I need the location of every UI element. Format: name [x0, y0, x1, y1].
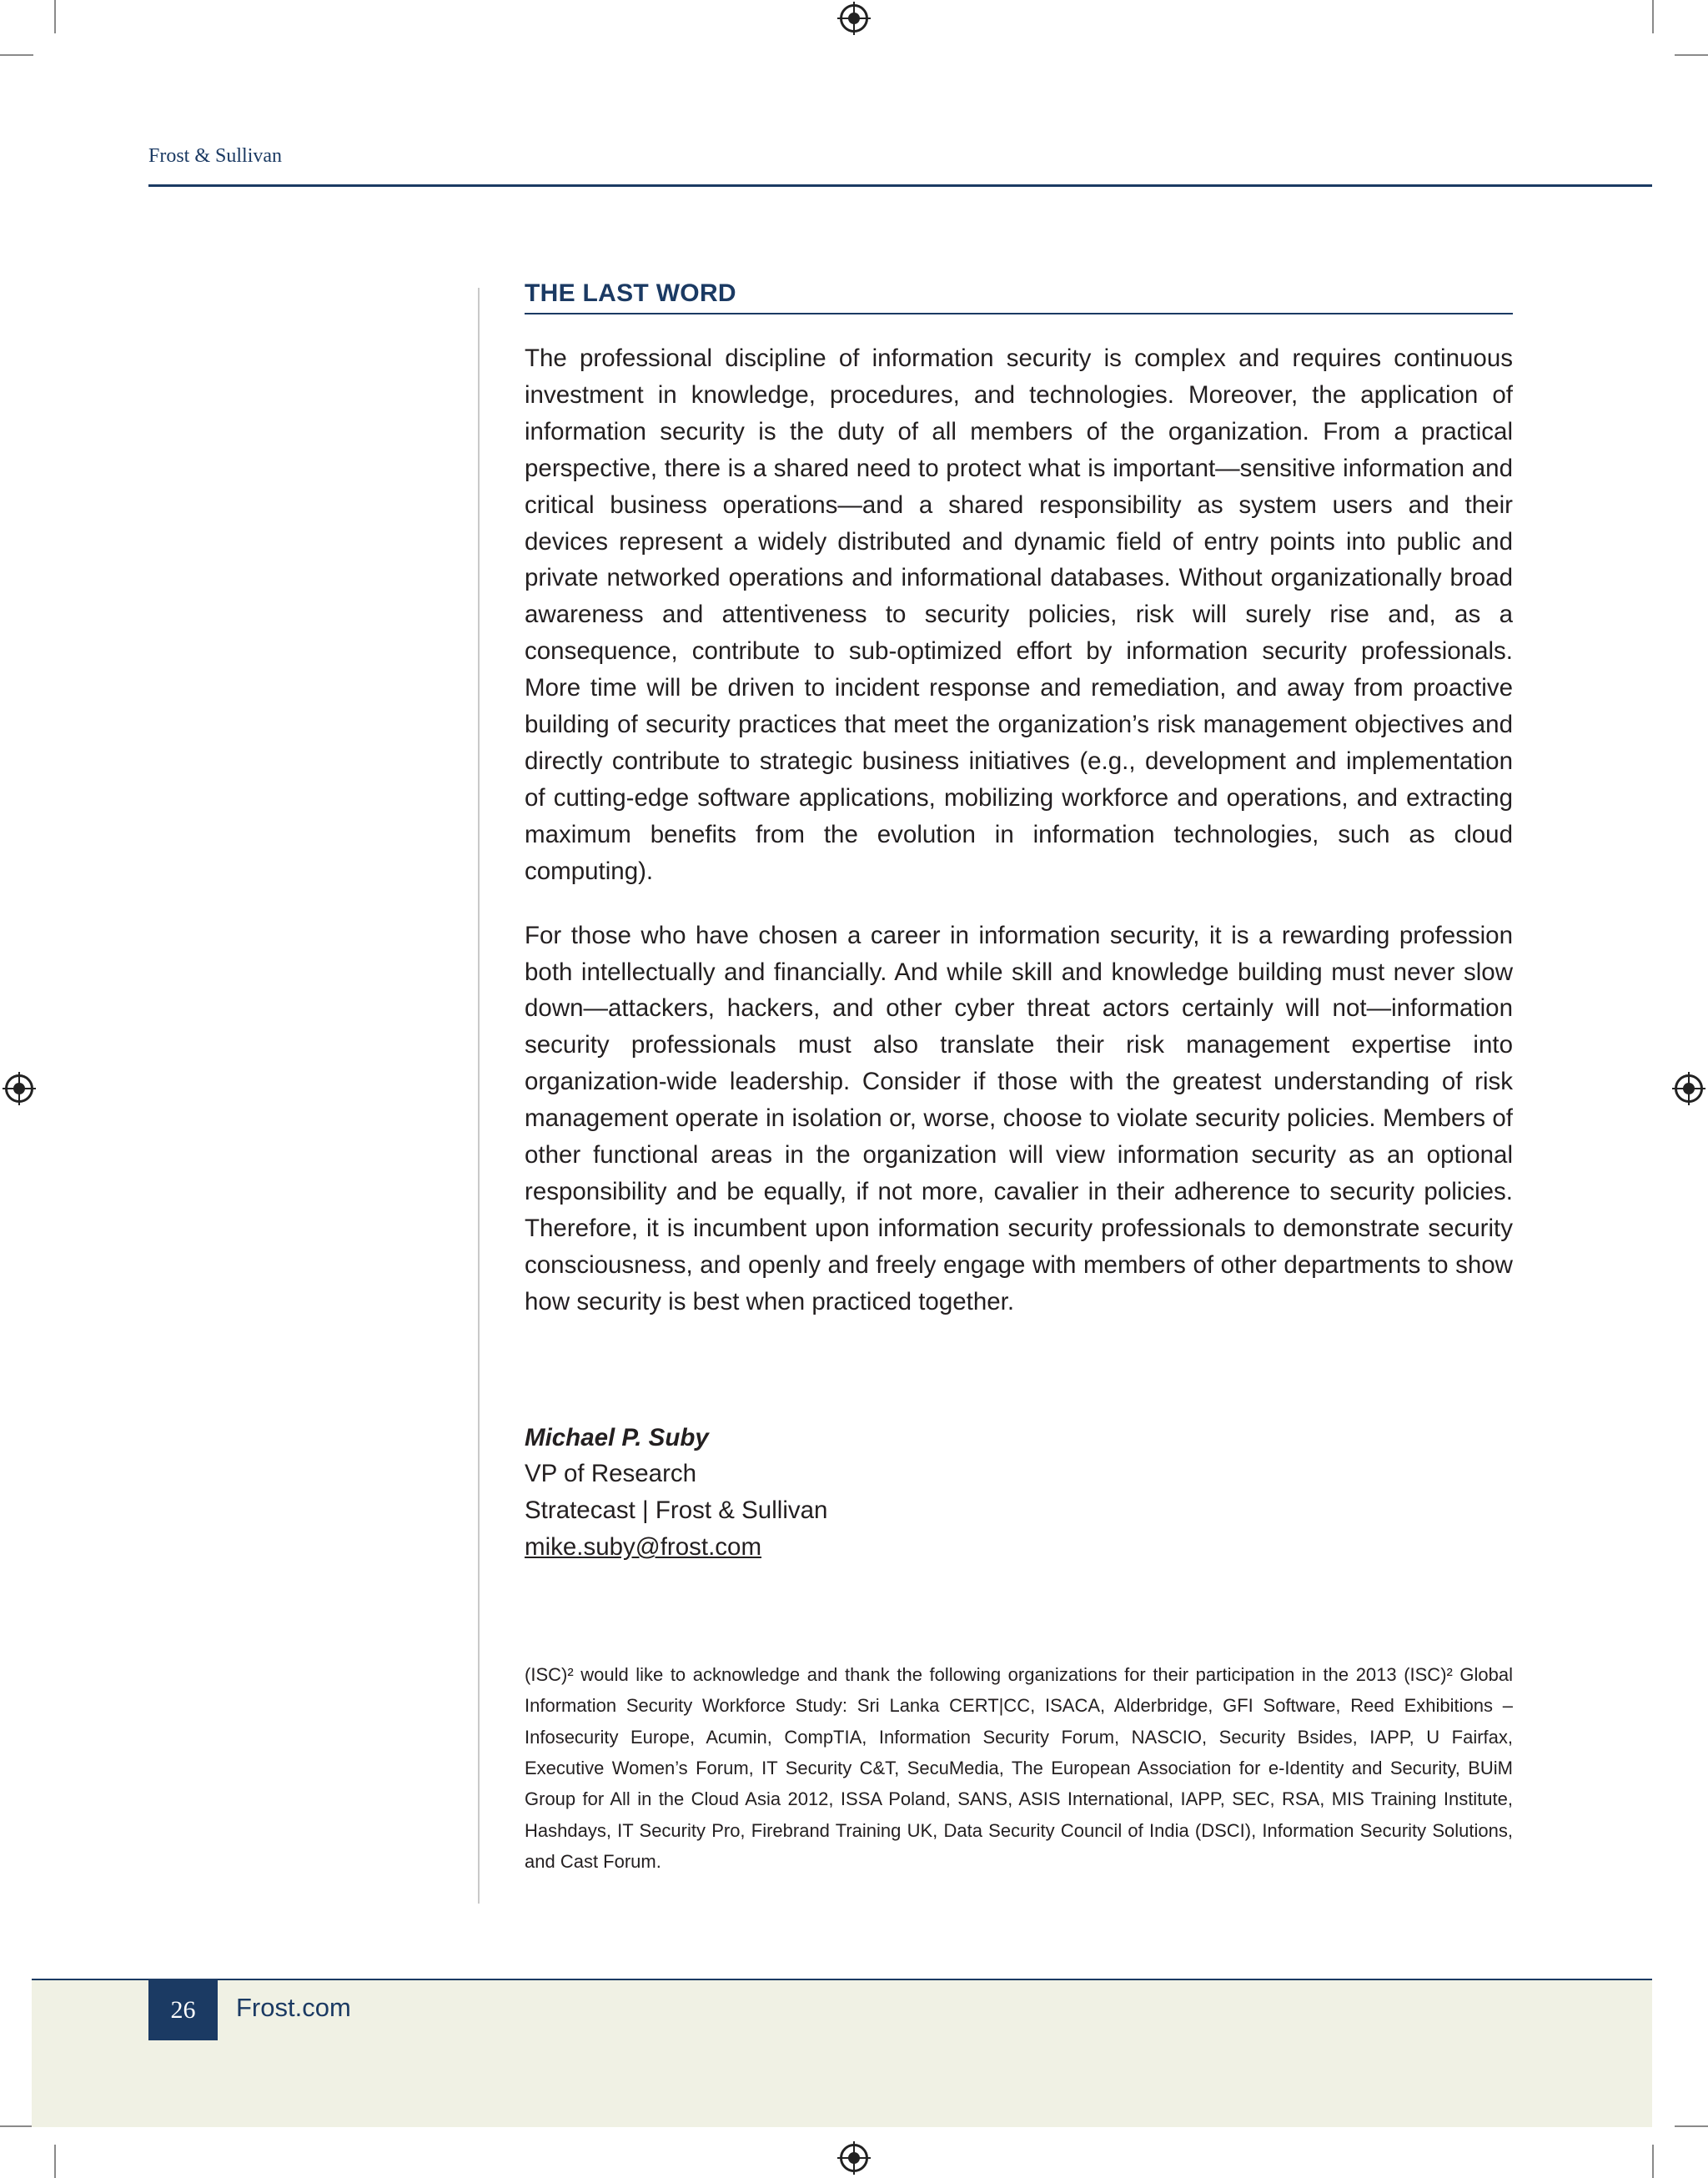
crop-mark: [1652, 0, 1654, 33]
crop-mark: [1675, 54, 1708, 56]
author-email-link[interactable]: mike.suby@frost.com: [525, 1533, 762, 1562]
body-paragraph: For those who have chosen a career in information security, it is a rewarding profession both intellectually and financially. And while skill and knowledge building must never slow down—attackers, hackers, and other cyber threat actors certainly will not—information security professionals must also translate their risk management expertise into organization-wide leadership. Consider if those with the greatest understanding of risk management operate in isolation or, worse, choose to violate security policies. Members of other functional areas in the organization will view information security as an optional responsibility and be equally, if not more, cavalier in their adherence to security policies. Therefore, it is incumbent upon information security professionals to demonstrate security consciousness, and openly and freely engage with members of other departments to show how security is best when practiced together.: [525, 921, 1513, 1315]
author-signature: [525, 1420, 1513, 1567]
crop-mark: [0, 54, 33, 56]
crop-mark: [54, 0, 56, 33]
author-organization: Stratecast | Frost & Sullivan: [525, 1496, 828, 1525]
author-name: Michael P. Suby: [525, 1423, 709, 1451]
acknowledgement-note: (ISC)² would like to acknowledge and thank the following organizations for their participation in the 2013 (ISC)² Global Information Security Workforce Study: Sri Lanka CERT|CC, ISACA, Alderbridge, GFI Software, Reed Exhibitions – Infosecurity Europe, Acumin, CompTIA, Information Security Forum, NASCIO, Security Bsides, IAPP, U Fairfax, Executive Women’s Forum, IT Security C&T, SecuMedia, The European Association for e-Identity and Security, BUiM Group for All in the Cloud Asia 2012, ISSA Poland, SANS, ASIS International, IAPP, SEC, RSA, MIS Training Institute, Hashdays, IT Security Pro, Firebrand Training UK, Data Security Council of India (DSCI), Information Security Solutions, and Cast Forum.: [525, 1664, 1513, 1872]
running-head: Frost & Sullivan: [148, 145, 283, 167]
section-title: THE LAST WORD: [525, 279, 1513, 314]
crop-mark: [0, 2125, 33, 2127]
body-paragraph: The professional discipline of information security is complex and requires continuous investment in knowledge, procedures, and technologies. Moreover, the application of information security is the duty of all members of the organization. From a practical perspective, there is a shared need to protect what is important—sensitive information and critical business operations—and a shared responsibility as system users and their devices represent a widely distributed and dynamic field of entry points into public and private networked operations and informational databases. Without organizationally broad awareness and attentiveness to security policies, risk will surely rise and, as a consequence, contribute to sub-optimized effort by information security professionals. More time will be driven to incident response and remediation, and away from proactive building of security practices that meet the organization’s risk management objectives and directly contribute to strategic business initiatives (e.g., development and implementation of cutting-edge software applications, mobilizing workforce and operations, and extracting maximum benefits from the evolution in information technologies, such as cloud computing).: [525, 345, 1513, 885]
registration-mark-icon: [840, 2144, 868, 2172]
crop-mark: [54, 2145, 56, 2178]
registration-mark-icon: [5, 1074, 33, 1103]
page-number: 26: [148, 1980, 218, 2040]
author-title: VP of Research: [525, 1460, 697, 1488]
registration-mark-icon: [1675, 1074, 1703, 1103]
registration-mark-icon: [840, 4, 868, 33]
footer-website: Frost.com: [236, 1993, 351, 2022]
article: [525, 279, 1513, 1895]
column-divider: [478, 288, 480, 1904]
crop-mark: [1652, 2145, 1654, 2178]
crop-mark: [1675, 2125, 1708, 2127]
header-rule: [148, 184, 1652, 187]
